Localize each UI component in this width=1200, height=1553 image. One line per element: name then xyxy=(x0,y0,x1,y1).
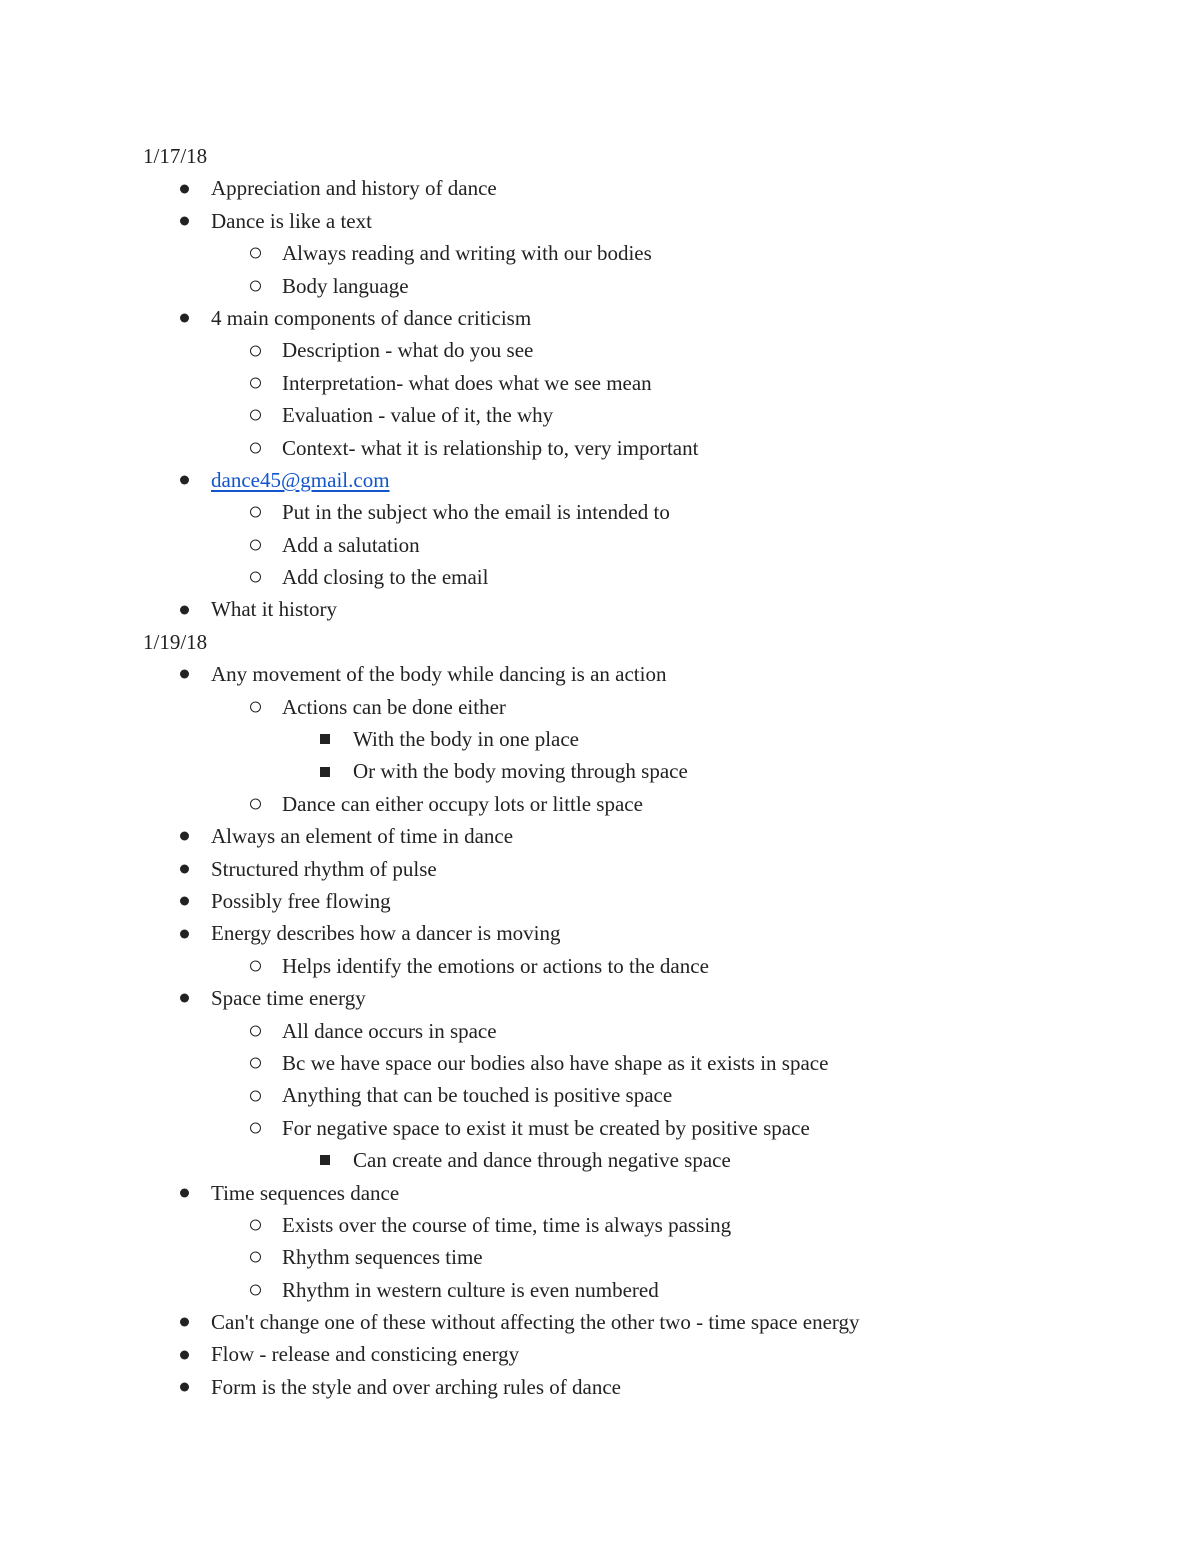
bullet-disc-icon xyxy=(180,994,189,1003)
list-item-text: With the body in one place xyxy=(353,727,580,752)
bullet-square-icon xyxy=(320,767,330,777)
bullet-circle-icon xyxy=(250,1284,261,1295)
bullet-circle-icon xyxy=(250,701,261,712)
bullet-disc-icon xyxy=(180,670,189,679)
list-item-text: Space time energy xyxy=(211,986,366,1011)
list-item-text: Possibly free flowing xyxy=(211,888,391,913)
list-item xyxy=(0,205,1200,237)
bullet-circle-icon xyxy=(250,799,261,810)
bullet-disc-icon xyxy=(180,929,189,938)
bullet-circle-icon xyxy=(250,1090,261,1101)
list-item-text: Body language xyxy=(282,273,409,298)
list-item xyxy=(0,399,1200,431)
bullet-disc-icon xyxy=(180,1350,189,1359)
date-heading: 1/19/18 xyxy=(143,629,208,654)
list-item xyxy=(0,1274,1200,1306)
list-item-text: Dance is like a text xyxy=(211,208,372,233)
list-item-text: Actions can be done either xyxy=(282,694,506,719)
list-item-text: Appreciation and history of dance xyxy=(211,176,497,201)
bullet-circle-icon xyxy=(250,1025,261,1036)
list-item xyxy=(0,853,1200,885)
list-item xyxy=(0,270,1200,302)
list-item-text: Evaluation - value of it, the why xyxy=(282,403,554,428)
bullet-circle-icon xyxy=(250,248,261,259)
list-item xyxy=(0,1306,1200,1338)
list-item xyxy=(0,1241,1200,1273)
list-item xyxy=(0,917,1200,949)
list-item-text: For negative space to exist it must be created by positive space xyxy=(282,1115,810,1140)
list-item-text: Dance can either occupy lots or little space xyxy=(282,791,643,816)
bullet-circle-icon xyxy=(250,1122,261,1133)
list-item xyxy=(0,237,1200,269)
list-item xyxy=(0,302,1200,334)
list-item-text: 4 main components of dance criticism xyxy=(211,305,532,330)
list-item-text: Or with the body moving through space xyxy=(353,759,688,784)
list-item xyxy=(0,885,1200,917)
date-heading: 1/17/18 xyxy=(143,144,208,168)
list-item-text: Add closing to the email xyxy=(282,565,489,590)
bullet-circle-icon xyxy=(250,1220,261,1231)
list-item xyxy=(0,561,1200,593)
email-link[interactable]: dance45@gmail.com xyxy=(211,467,390,492)
list-item xyxy=(0,334,1200,366)
bullet-circle-icon xyxy=(250,1252,261,1263)
bullet-circle-icon xyxy=(250,539,261,550)
bullet-circle-icon xyxy=(250,1058,261,1069)
list-item-text: Exists over the course of time, time is always passing xyxy=(282,1212,732,1237)
list-item xyxy=(0,1047,1200,1079)
list-item xyxy=(0,1371,1200,1403)
list-item xyxy=(0,788,1200,820)
bullet-disc-icon xyxy=(180,184,189,193)
bullet-square-icon xyxy=(320,734,330,744)
list-item xyxy=(0,1338,1200,1370)
list-item xyxy=(0,1209,1200,1241)
bullet-circle-icon xyxy=(250,442,261,453)
bullet-disc-icon xyxy=(180,897,189,906)
list-item-text: What it history xyxy=(211,597,337,622)
list-item-text: All dance occurs in space xyxy=(282,1018,497,1043)
bullet-disc-icon xyxy=(180,864,189,873)
list-item xyxy=(0,658,1200,690)
bullet-disc-icon xyxy=(180,1383,189,1392)
bullet-disc-icon xyxy=(180,1188,189,1197)
list-item xyxy=(0,496,1200,528)
list-item xyxy=(0,950,1200,982)
list-item-text: Add a salutation xyxy=(282,532,420,557)
bullet-circle-icon xyxy=(250,410,261,421)
list-item xyxy=(0,529,1200,561)
bullet-disc-icon xyxy=(180,314,189,323)
list-item-text: Helps identify the emotions or actions to the dance xyxy=(282,953,709,978)
bullet-circle-icon xyxy=(250,280,261,291)
list-item-text: Always reading and writing with our bodies xyxy=(282,241,652,266)
list-item-text: Can create and dance through negative space xyxy=(353,1148,731,1173)
list-item-text: Flow - release and consticing energy xyxy=(211,1342,520,1367)
bullet-disc-icon xyxy=(180,605,189,614)
list-item-text: Bc we have space our bodies also have shape as it exists in space xyxy=(282,1050,829,1075)
list-item-text: Anything that can be touched is positive space xyxy=(282,1083,673,1108)
bullet-circle-icon xyxy=(250,377,261,388)
list-item xyxy=(0,1177,1200,1209)
bullet-circle-icon xyxy=(250,345,261,356)
list-item xyxy=(0,755,1200,787)
list-item xyxy=(0,1144,1200,1176)
bullet-disc-icon xyxy=(180,832,189,841)
list-item-text: Any movement of the body while dancing is an action xyxy=(211,662,667,687)
bullet-disc-icon xyxy=(180,476,189,485)
list-item xyxy=(0,172,1200,204)
list-item-text: Put in the subject who the email is intended to xyxy=(282,500,670,525)
list-item xyxy=(0,432,1200,464)
list-item xyxy=(0,1079,1200,1111)
bullet-square-icon xyxy=(320,1155,330,1165)
list-item-text: Always an element of time in dance xyxy=(211,824,514,849)
bullet-disc-icon xyxy=(180,1318,189,1327)
list-item-text: Form is the style and over arching rules of dance xyxy=(211,1374,621,1399)
list-item xyxy=(0,723,1200,755)
bullet-circle-icon xyxy=(250,960,261,971)
list-item xyxy=(0,593,1200,625)
list-item-text: Interpretation- what does what we see mean xyxy=(282,370,652,395)
list-item xyxy=(0,691,1200,723)
bullet-circle-icon xyxy=(250,572,261,583)
notes-document xyxy=(0,140,1200,1403)
list-item-text: Rhythm in western culture is even numbered xyxy=(282,1277,659,1302)
list-item xyxy=(0,1015,1200,1047)
list-item xyxy=(0,982,1200,1014)
list-item-text: Context- what it is relationship to, very important xyxy=(282,435,699,460)
list-item xyxy=(0,820,1200,852)
list-item-text: Rhythm sequences time xyxy=(282,1245,483,1270)
list-item xyxy=(0,464,1200,496)
list-item-text: Energy describes how a dancer is moving xyxy=(211,921,561,946)
list-item xyxy=(0,1112,1200,1144)
list-item-text: Structured rhythm of pulse xyxy=(211,856,437,881)
list-item-text: Description - what do you see xyxy=(282,338,534,363)
bullet-circle-icon xyxy=(250,507,261,518)
bullet-disc-icon xyxy=(180,216,189,225)
list-item-text: Can't change one of these without affecting the other two - time space energy xyxy=(211,1310,860,1335)
list-item xyxy=(0,367,1200,399)
list-item-text: Time sequences dance xyxy=(211,1180,400,1205)
